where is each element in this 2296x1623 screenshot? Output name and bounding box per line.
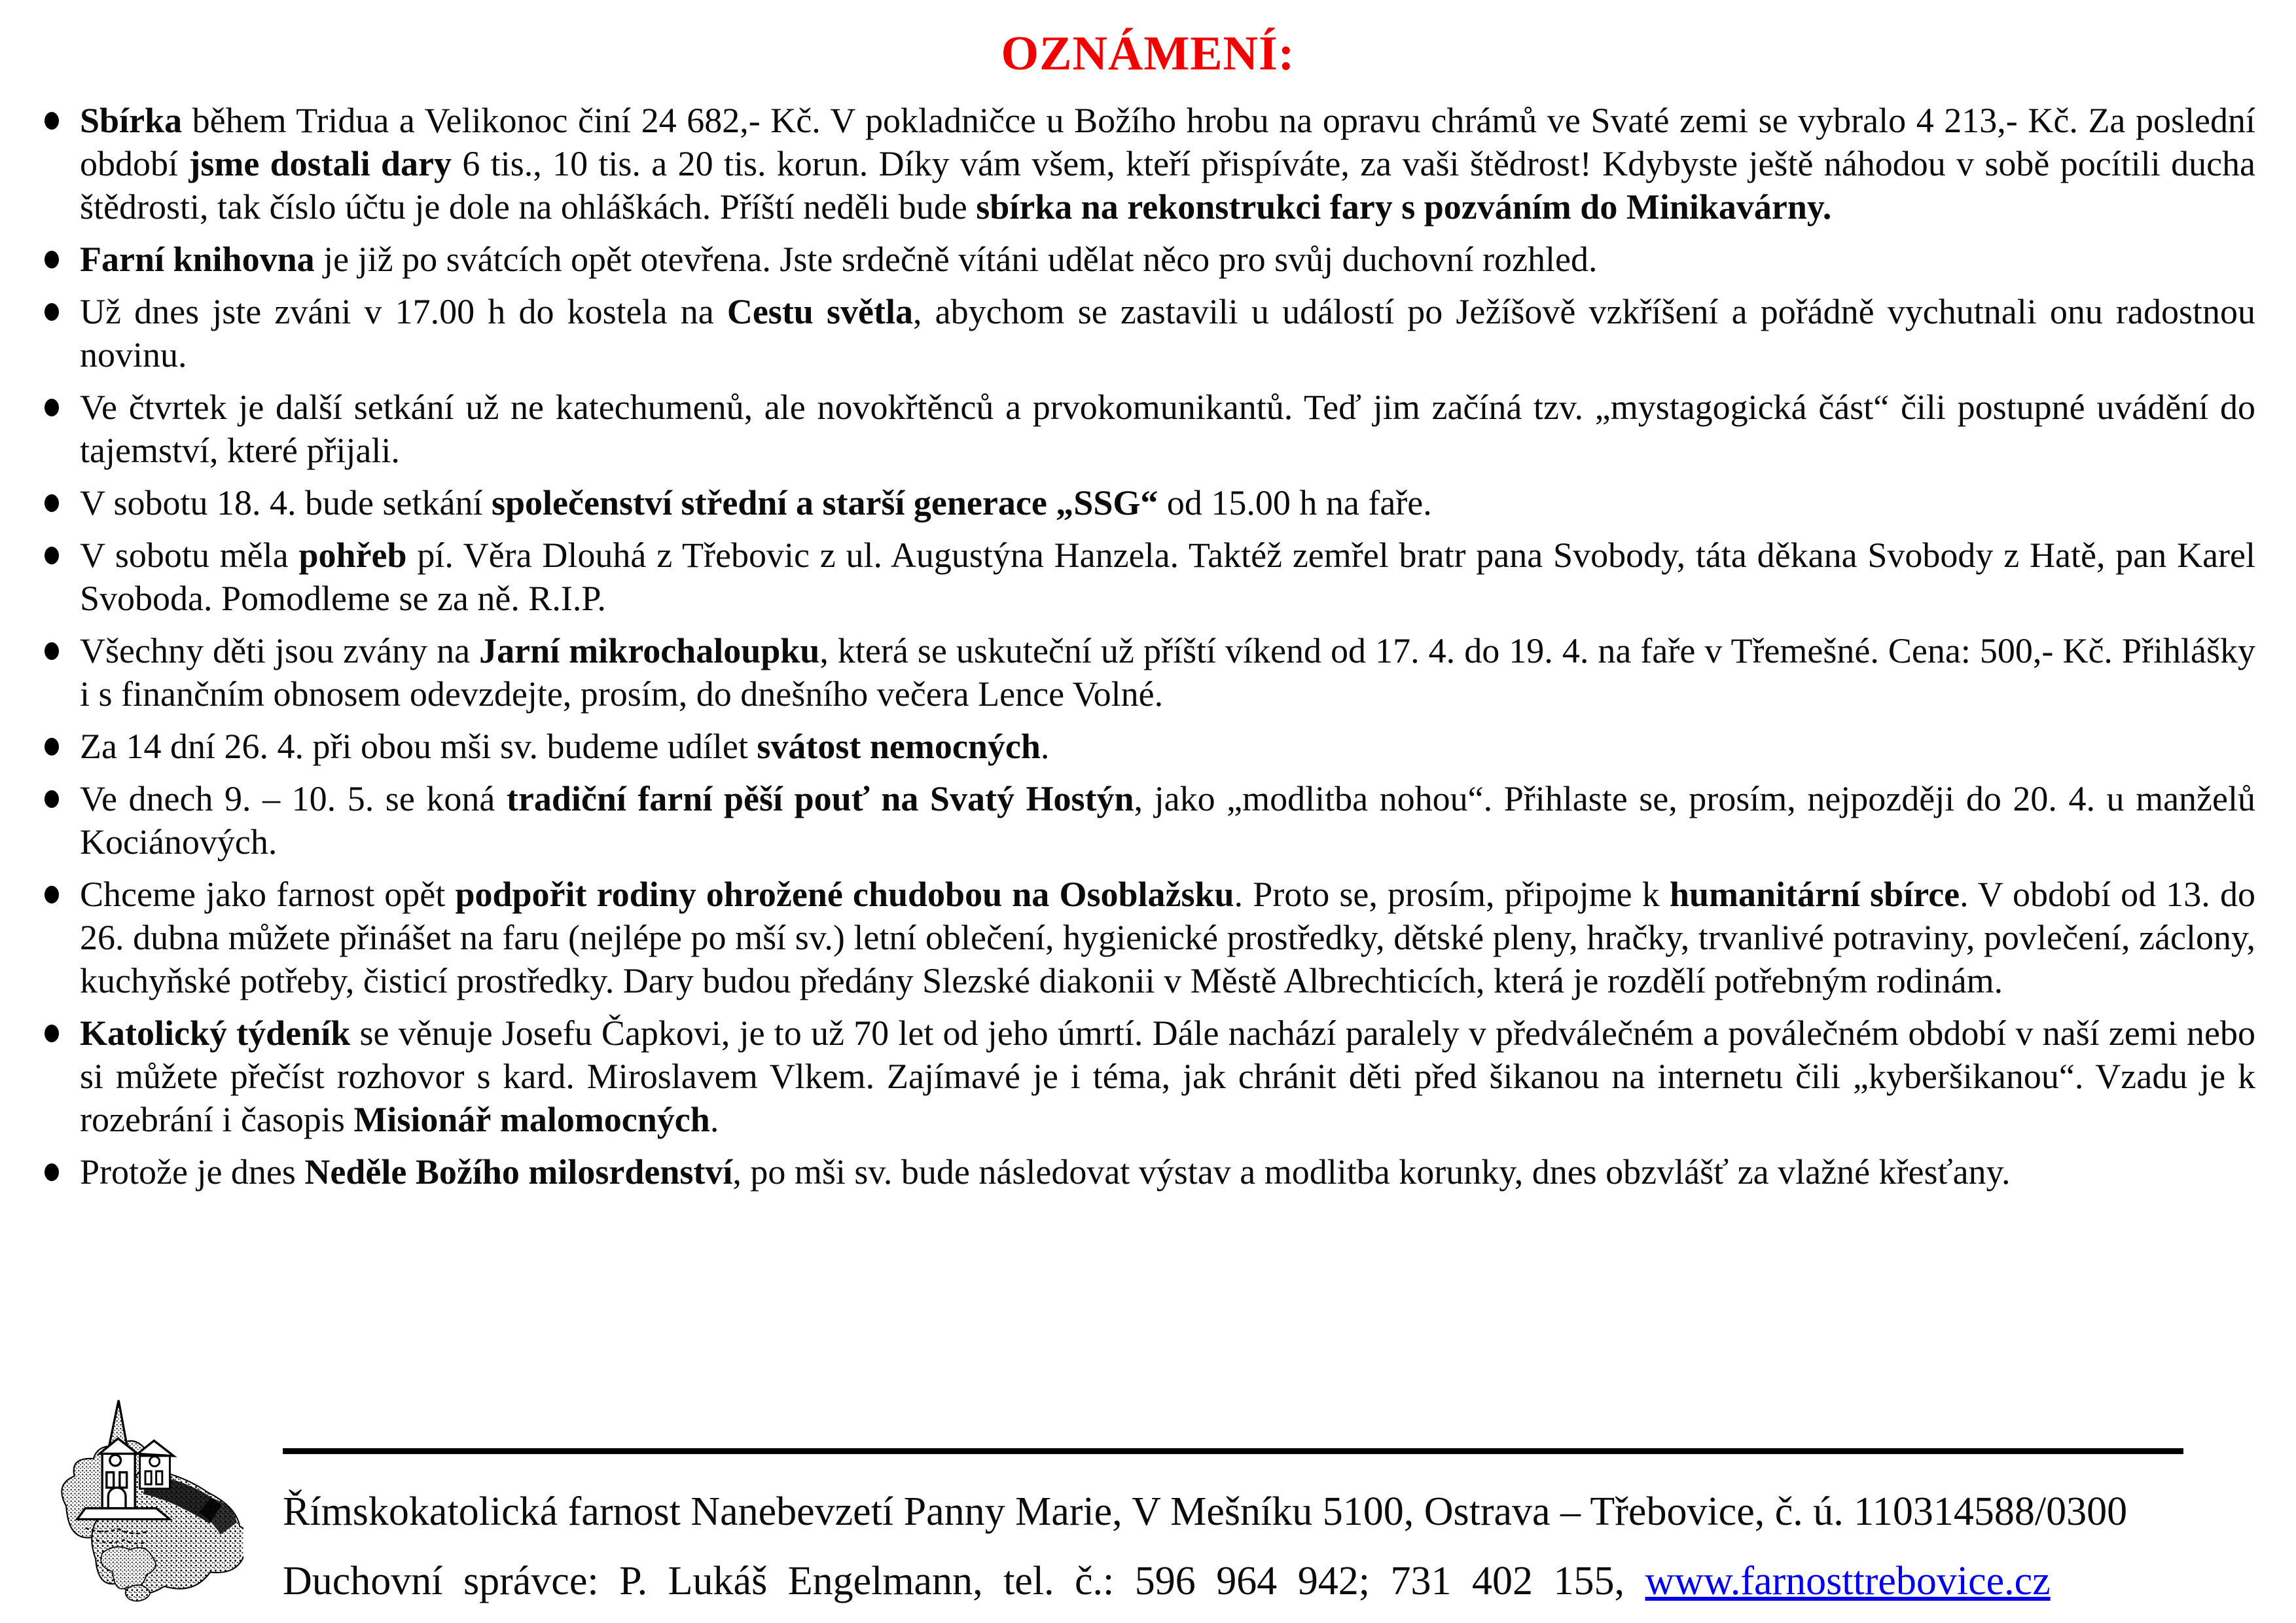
announcement-text: Chceme jako farnost opět	[80, 875, 456, 914]
announcement-text: V sobotu měla	[80, 536, 299, 575]
pastor-contact: Duchovní správce: P. Lukáš Engelmann, tel. č.: 596 964 942; 731 402 155,	[283, 1559, 1625, 1603]
announcement-text: .	[709, 1100, 719, 1139]
announcement-item-6	[41, 534, 2255, 620]
announcement-item-8	[41, 725, 2255, 768]
announcement-text: je již po svátcích opět otevřena. Jste srdečně vítáni udělat něco pro svůj duchovní rozhled.	[314, 240, 1598, 279]
announcement-text: se věnuje Josefu Čapkovi, je to už 70 let od jeho úmrtí. Dále nachází paralely v předválečném a poválečném období v naší zemi nebo si můžete přečíst rozhovor s kard. Miroslavem Vlkem. Zajímavé je i téma, jak chránit děti před šikanou na internetu čili „kyberšikanou“. Vzadu je k rozebrání i časopis	[80, 1013, 2255, 1139]
announcement-bold-text: humanitární sbírce	[1669, 875, 1960, 914]
announcement-text: . Proto se, prosím, připojme k	[1234, 875, 1670, 914]
footer	[41, 1393, 2255, 1619]
announcement-bold-text: sbírka na rekonstrukci fary s pozváním do Minikavárny.	[976, 187, 1832, 227]
announcement-text: V sobotu 18. 4. bude setkání	[80, 483, 492, 522]
footer-divider	[283, 1448, 2183, 1454]
announcement-text: Ve dnech 9. – 10. 5. se koná	[80, 779, 507, 818]
announcement-item-12	[41, 1150, 2255, 1194]
footer-text-block	[283, 1393, 2255, 1605]
announcement-bold-text: Misionář malomocných	[353, 1100, 710, 1139]
announcement-item-3	[41, 290, 2255, 376]
announcement-bold-text: tradiční farní pěší pouť na Svatý Hostýn	[506, 779, 1134, 818]
announcement-item-11	[41, 1012, 2255, 1141]
announcement-bold-text: jsme dostali dary	[188, 144, 452, 183]
announcement-item-1	[41, 99, 2255, 228]
announcement-bold-text: Neděle Božího milosrdenství	[304, 1152, 733, 1192]
announcement-text: během Tridua a Velikonoc činí 24 682,- Kč. V pokladničce u Božího hrobu na opravu chrámů ve Svaté zemi se vybralo 4 213,- Kč. Za poslední období	[80, 101, 2255, 183]
announcement-text: , po mši sv. bude následovat výstav a modlitba korunky, dnes obzvlášť za vlažné křesťany.	[732, 1152, 2011, 1192]
page-title: OZNÁMENÍ:	[1001, 27, 1295, 81]
announcement-bold-text: podpořit rodiny ohrožené chudobou na Osoblažsku	[455, 875, 1234, 914]
announcement-text: Protože je dnes	[80, 1152, 305, 1192]
announcement-item-5	[41, 481, 2255, 524]
parish-address: Římskokatolická farnost Nanebevzetí Panny Marie, V Mešníku 5100, Ostrava – Třebovice, č. ú. 110314588/0300	[283, 1489, 2128, 1534]
church-engraving-image	[47, 1393, 243, 1619]
announcement-item-10	[41, 873, 2255, 1002]
announcement-text: . V období od 13. do 26. dubna můžete přinášet na faru (nejlépe po mší sv.) letní oblečení, hygienické prostředky, dětské pleny, hračky, trvanlivé potraviny, povlečení, záclony, kuchyňské potřeby, čisticí prostředky. Dary budou předány Slezské diakonii v Městě Albrechticích, která je rozdělí potřebným rodinám.	[80, 875, 2255, 1000]
announcement-bold-text: Jarní mikrochaloupku	[479, 631, 820, 670]
announcement-text: , která se uskuteční už příští víkend od 17. 4. do 19. 4. na faře v Třemešné. Cena: 500,- Kč. Přihlášky i s finančním obnosem odevzdejte, prosím, do dnešního večera Lence Volné.	[80, 631, 2255, 714]
pastor-contact-line	[283, 1558, 2255, 1605]
parish-website-link[interactable]: www.farnosttrebovice.cz	[1645, 1559, 2051, 1603]
announcement-list	[41, 99, 2255, 1194]
announcement-item-4	[41, 386, 2255, 472]
announcement-item-7	[41, 629, 2255, 716]
announcement-text: Všechny děti jsou zvány na	[80, 631, 480, 670]
announcement-text: Už dnes jste zváni v 17.00 h do kostela na	[80, 292, 727, 331]
announcement-item-2	[41, 238, 2255, 281]
announcement-bold-text: svátost nemocných	[757, 727, 1041, 766]
announcement-text: od 15.00 h na faře.	[1158, 483, 1432, 522]
announcement-bold-text: Cestu světla	[726, 292, 913, 331]
announcement-text: .	[1040, 727, 1050, 766]
announcement-bold-text: společenství střední a starší generace „SSG“	[491, 483, 1158, 522]
announcement-item-9	[41, 777, 2255, 864]
announcement-bold-text: Sbírka	[80, 101, 183, 140]
announcement-text: , abychom se zastavili u událostí po Ježíšově vzkříšení a pořádně vychutnali onu radostnou novinu.	[80, 292, 2255, 374]
announcement-text: Ve čtvrtek je další setkání už ne katechumenů, ale novokřtěnců a prvokomunikantů. Teď jim začíná tzv. „mystagogická část“ čili postupné uvádění do tajemství, které přijali.	[80, 388, 2255, 470]
announcement-text: 6 tis., 10 tis. a 20 tis. korun. Díky vám všem, kteří přispíváte, za vaši štědrost! Kdybyste ještě náhodou v sobě pocítili ducha štědrosti, tak číslo účtu je dole na ohláškách. Příští neděli bude	[80, 144, 2255, 227]
announcement-bold-text: Farní knihovna	[80, 240, 315, 279]
announcement-text: , jako „modlitba nohou“. Přihlaste se, prosím, nejpozději do 20. 4. u manželů Kociánových.	[80, 779, 2255, 862]
announcement-bold-text: pohřeb	[298, 536, 407, 575]
announcement-bold-text: Katolický týdeník	[80, 1013, 351, 1053]
announcement-text: Za 14 dní 26. 4. při obou mši sv. budeme udílet	[80, 727, 757, 766]
announcement-text: pí. Věra Dlouhá z Třebovic z ul. Augustýna Hanzela. Taktéž zemřel bratr pana Svobody, táta děkana Svobody z Hatě, pan Karel Svoboda. Pomodleme se za ně. R.I.P.	[80, 536, 2255, 618]
